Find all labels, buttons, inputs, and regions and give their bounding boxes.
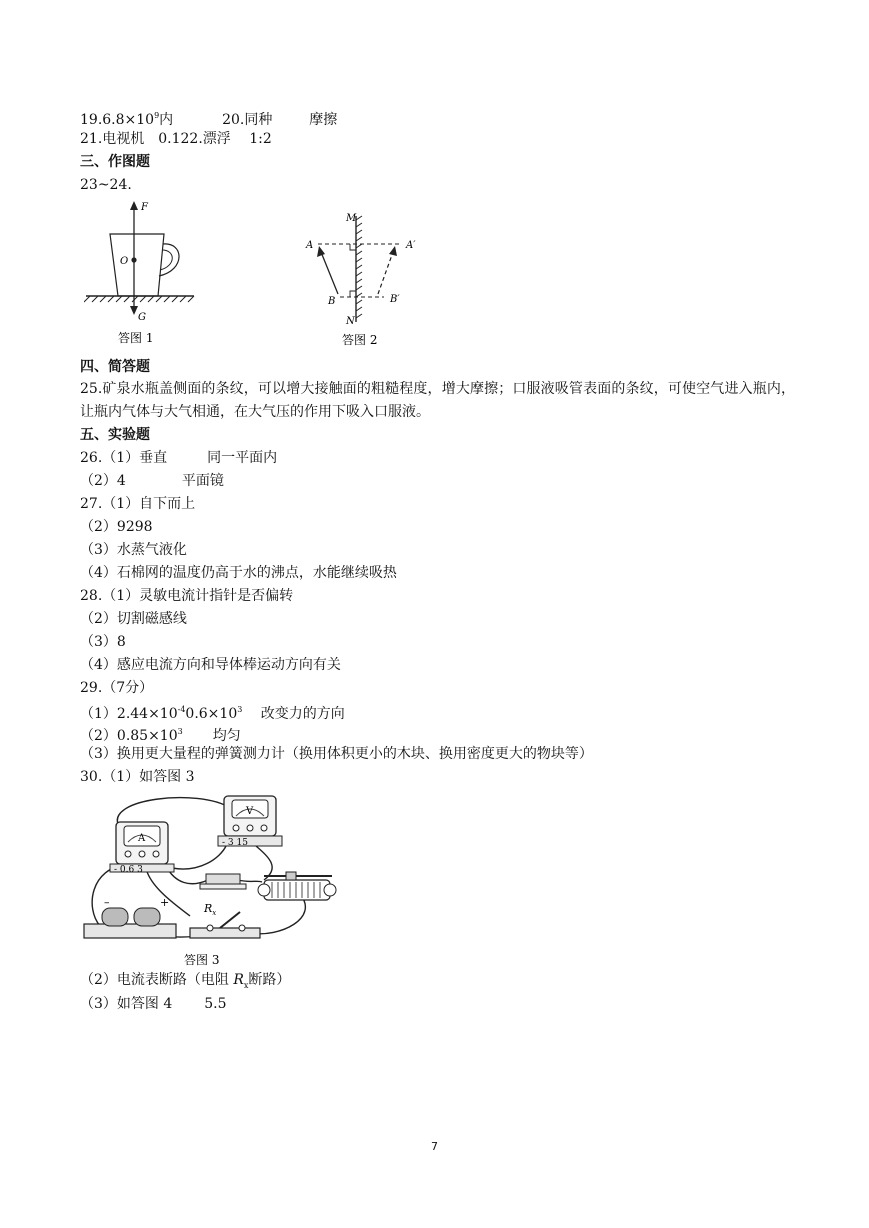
ammeter-terminals: - 0.6 3 (114, 865, 143, 875)
q19-unit: 内 (159, 112, 174, 128)
battery-minus: – (104, 896, 110, 909)
figure-2-caption: 答图 2 (342, 333, 378, 347)
switch (190, 912, 260, 938)
voltmeter-terminals: - 3 15 (222, 838, 248, 848)
section-heading-drawing: 三、作图题 (80, 154, 150, 170)
q30-2-text-b: 断路） (248, 972, 291, 988)
q30-3-value: 5.5 (204, 996, 227, 1012)
answer-line-21: 21.电视机 0.122.漂浮 1:2 (80, 131, 272, 147)
ammeter-label: A (138, 833, 146, 844)
figure-2-mirror-image (296, 206, 436, 348)
q26-part-2: （2）4 (80, 473, 126, 489)
answer-line-28-3: （3）8 (80, 634, 126, 650)
force-label-f: F (141, 202, 148, 213)
point-label-a-prime: A′ (406, 240, 416, 251)
q29-1-value-a: （1）2.44×10 (80, 706, 178, 722)
mirror-label-n: N (346, 316, 355, 327)
rheostat (258, 872, 336, 900)
section-heading-experiment: 五、实验题 (80, 427, 150, 443)
answer-line-28-1: 28.（1）灵敏电流计指针是否偏转 (80, 588, 294, 604)
q20-number: 20. (222, 112, 245, 128)
answer-line-30-3 (80, 994, 227, 1014)
q30-2-rx: R (233, 972, 244, 988)
answer-line-28-2: （2）切割磁感线 (80, 611, 187, 627)
resistor-label: $R_x$ (204, 902, 217, 917)
point-label-b-prime: B′ (390, 294, 400, 305)
figure-3-caption: 答图 3 (184, 953, 220, 967)
answer-line-29-2 (80, 722, 241, 746)
battery-plus: + (160, 896, 170, 909)
force-label-g: G (138, 312, 146, 323)
q30-3-text: （3）如答图 4 (80, 996, 173, 1012)
q29-2-text: 均匀 (212, 728, 241, 744)
page-number: 7 (431, 1140, 438, 1153)
ammeter (110, 822, 174, 875)
answer-line-27-4: （4）石棉网的温度仍高于水的沸点，水能继续吸热 (80, 565, 397, 581)
q20-answer-b: 摩擦 (309, 112, 338, 128)
q29-2-value: （2）0.85×10 (80, 728, 178, 744)
q29-1-exp-a: -4 (177, 705, 186, 714)
figure-1-caption: 答图 1 (118, 331, 154, 345)
resistor-rx (200, 874, 246, 889)
point-label-o: O (120, 256, 129, 267)
answer-line-26-2 (80, 471, 224, 491)
answer-line-29: 29.（7分） (80, 680, 154, 696)
answer-line-26-1 (80, 448, 277, 468)
point-label-b: B (328, 296, 336, 307)
q29-2-exp: 3 (177, 727, 183, 736)
answer-line-29-1 (80, 700, 345, 724)
answer-line-28-4: （4）感应电流方向和导体棒运动方向有关 (80, 657, 341, 673)
answer-line-27-2: （2）9298 (80, 519, 153, 535)
q26-part-1-b: 同一平面内 (207, 450, 278, 466)
answer-paragraph-25: 25.矿泉水瓶盖侧面的条纹，可以增大接触面的粗糙程度，增大摩擦；口服液吸管表面的条纹，可使空气进入瓶内，让瓶内气体与大气相通，在大气压的作用下吸入口服液。 (80, 381, 795, 420)
answer-line-27-1: 27.（1）自下而上 (80, 496, 196, 512)
section-heading-short-answer: 四、简答题 (80, 359, 150, 375)
q26-part-1: 26.（1）垂直 (80, 450, 168, 466)
point-label-a: A (306, 240, 314, 251)
answer-line-23-24: 23~24. (80, 177, 132, 193)
answer-line-19-20 (80, 106, 337, 130)
answer-line-29-3: （3）换用更大量程的弹簧测力计（换用体积更小的木块、换用密度更大的物块等） (80, 746, 593, 762)
q26-part-2-b: 平面镜 (181, 473, 224, 489)
mirror-label-m: M (346, 213, 357, 224)
voltmeter-label: V (246, 806, 254, 817)
answer-line-30-1: 30.（1）如答图 3 (80, 769, 195, 785)
voltmeter (218, 796, 282, 848)
q29-1-text: 改变力的方向 (260, 706, 345, 722)
q29-1-exp-b: 3 (237, 705, 243, 714)
answer-line-30-2 (80, 970, 290, 996)
q30-2-rx-sub: x (243, 980, 249, 990)
q19-value: 6.8×10 (102, 112, 155, 128)
figure-3-circuit (80, 788, 340, 968)
q20-answer-a: 同种 (244, 112, 273, 128)
q19-number: 19. (80, 112, 103, 128)
answer-line-27-3: （3）水蒸气液化 (80, 542, 187, 558)
q29-1-value-b: 0.6×10 (185, 706, 238, 722)
q19-exponent: 9 (154, 111, 160, 120)
q30-2-text-a: （2）电流表断路（电阻 (80, 972, 234, 988)
figure-1-cup-forces (84, 198, 199, 348)
battery (84, 896, 176, 938)
